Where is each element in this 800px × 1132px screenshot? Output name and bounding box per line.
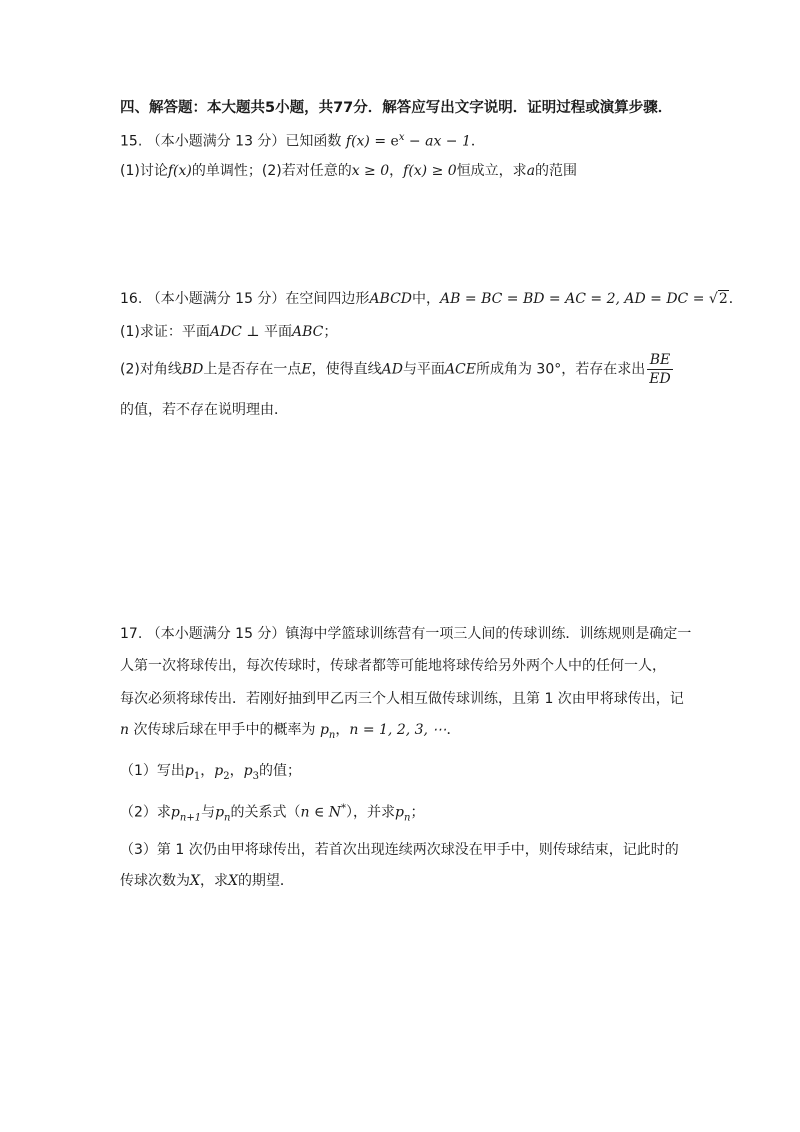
q17-sub2: （2）求$p_{n+1}$与$p_n$的关系式（n ∈ N*），并求$p_n$； bbox=[120, 803, 425, 824]
q17-sub3-line1: （3）第 1 次仍由甲将球传出，若首次出现连续两次球没在甲手中，则传球结束，记此时的 bbox=[120, 842, 679, 858]
section-header: 四、解答题：本大题共5小题，共77分．解答应写出文字说明．证明过程或演算步骤． bbox=[120, 100, 673, 116]
q17-line2: 人第一次将球传出，每次传球时，传球者都等可能地将球传给另外两个人中的任何一人， bbox=[120, 658, 666, 674]
q15-statement: 15. （本小题满分 13 分）已知函数 $f(x) = e^x$ − ax − 1． bbox=[120, 132, 485, 150]
q17-line1: 17. （本小题满分 15 分）镇海中学篮球训练营有一项三人间的传球训练．训练规则是确定一 bbox=[120, 626, 692, 642]
fraction-be-ed: $\frac{BE}{ED}$ bbox=[649, 352, 671, 387]
q16-statement: 16. （本小题满分 15 分）在空间四边形ABCD中，AB = BC = BD = AC = 2, AD = DC = √2． bbox=[120, 291, 743, 307]
q16-part2-end: 的值，若不存在说明理由． bbox=[120, 402, 288, 418]
q17-sub1: （1）写出$p_1$，$p_2$，$p_3$的值； bbox=[120, 763, 301, 782]
q16-part1: (1)求证：平面ADC ⊥ 平面ABC； bbox=[120, 324, 338, 340]
q16-part2: (2)对角线BD上是否存在一点E，使得直线AD与平面ACE所成角为 30°，若存在求出 $\frac{BE}{ED}$ bbox=[120, 352, 671, 387]
q17-sub3-line2: 传球次数为X，求X的期望． bbox=[120, 873, 294, 889]
q15-parts: (1)讨论f(x)的单调性；(2)若对任意的x ≥ 0，f(x) ≥ 0恒成立，求a的范围 bbox=[120, 163, 578, 179]
q17-line3: 每次必须将球传出．若刚好抽到甲乙丙三个人相互做传球训练，且第 1 次由甲将球传出，记 bbox=[120, 691, 684, 707]
q17-line4: n 次传球后球在甲手中的概率为 $p_n$，n = 1, 2, 3, ⋯． bbox=[120, 722, 461, 741]
sqrt-expression: √2 bbox=[708, 291, 728, 307]
